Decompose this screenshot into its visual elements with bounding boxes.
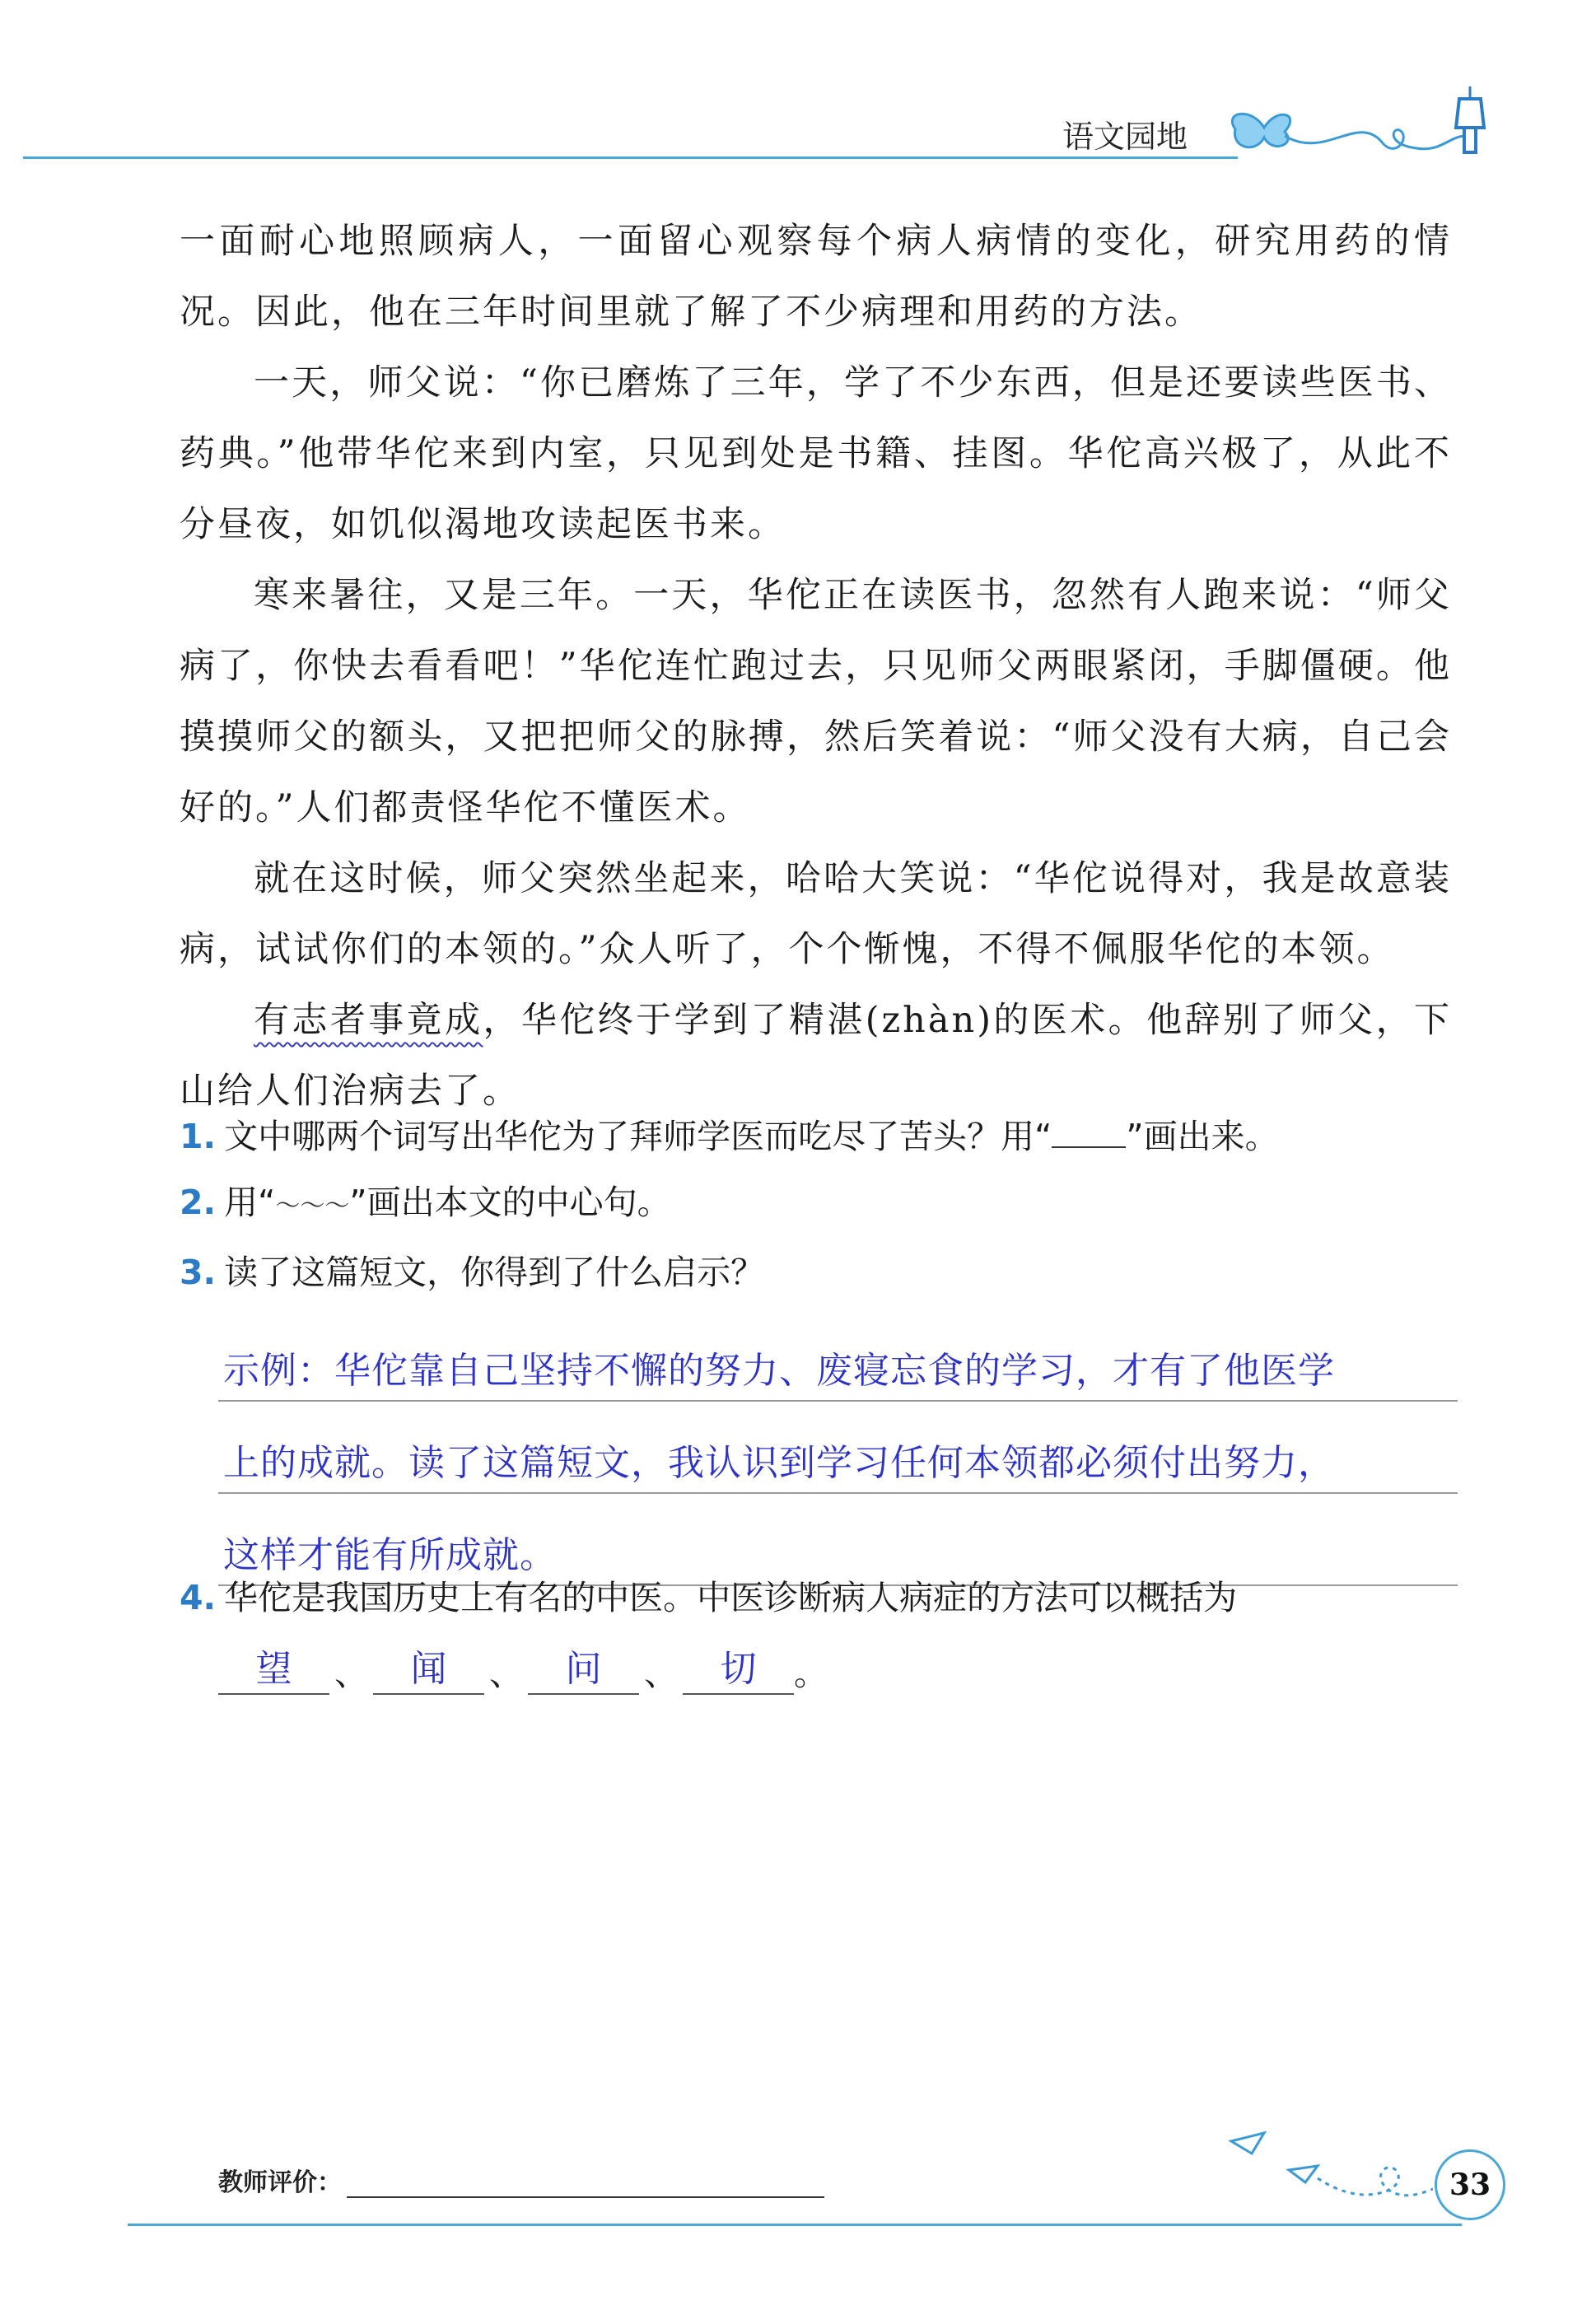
butterfly-lantern-decoration (1219, 78, 1499, 169)
period: 。 (794, 1654, 828, 1693)
question-text: 华佗是我国历史上有名的中医。中医诊断病人病症的方法可以概括为 (224, 1578, 1238, 1617)
separator: 、 (334, 1654, 368, 1693)
section-title: 语文园地 (1062, 119, 1188, 155)
answer-area (218, 1309, 1458, 1586)
question-text: 用“ (224, 1183, 276, 1222)
straight-line-symbol (1052, 1122, 1126, 1148)
separator: 、 (644, 1654, 678, 1693)
question-4-block (180, 1565, 1464, 1631)
footer-divider (128, 2224, 1462, 2226)
paper-plane-decoration (1227, 2116, 1433, 2215)
question-list (180, 1104, 1464, 1305)
fill-blank[interactable]: 闻 (373, 1639, 484, 1695)
fill-blank[interactable]: 望 (218, 1639, 329, 1695)
teacher-evaluation (218, 2162, 824, 2198)
wavy-line-symbol: ～～～ (275, 1192, 350, 1220)
story-paragraph: 一面耐心地照顾病人，一面留心观察每个病人病情的变化，研究用药的情况。因此，他在三年时间里就了解了不少病理和用药的方法。 (180, 221, 1452, 333)
question-4-blanks (218, 1639, 828, 1695)
question-1 (180, 1104, 1464, 1169)
question-number: 1. (180, 1117, 217, 1156)
question-text: 文中哪两个词写出华佗为了拜师学医而吃尽了苦头？用“ (224, 1117, 1052, 1156)
question-3 (180, 1239, 1464, 1305)
question-number: 3. (180, 1253, 217, 1292)
butterfly-icon (1232, 114, 1290, 147)
answer-line[interactable] (218, 1402, 1458, 1494)
story-paragraph: 就在这时候，师父突然坐起来，哈哈大笑说：“华佗说得对，我是故意装病，试试你们的本领的。”众人听了，个个惭愧，不得不佩服华佗的本领。 (180, 858, 1452, 970)
header-divider (23, 156, 1238, 159)
paper-plane-icon (1231, 2133, 1264, 2154)
final-paragraph-rest: ，华佗终于学到了精湛(zhàn)的医术。他辞别了师父，下山给人们治病去了。 (180, 1000, 1453, 1112)
question-text: ”画出本文的中心句。 (349, 1183, 671, 1222)
paper-plane-icon (1289, 2166, 1318, 2182)
answer-line[interactable] (218, 1309, 1458, 1402)
question-text: 读了这篇短文，你得到了什么启示？ (224, 1253, 765, 1292)
story-passage (180, 206, 1452, 1127)
question-4 (180, 1565, 1464, 1631)
story-paragraph: 寒来暑往，又是三年。一天，华佗正在读医书，忽然有人跑来说：“师父病了，你快去看看吧！”华佗连忙跑过去，只见师父两眼紧闭，手脚僵硬。他摸摸师父的额头，又把把师父的脉搏，然后笑着说：“师父没有大病，自己会好的。”人们都责怪华佗不懂医术。 (180, 575, 1452, 828)
answer-text: 这样才能有所成就。 (223, 1534, 557, 1576)
question-number: 2. (180, 1183, 217, 1222)
teacher-evaluation-field[interactable] (347, 2196, 824, 2198)
central-sentence-marked: 有志者事竟成 (254, 1000, 483, 1041)
story-paragraph: 一天，师父说：“你已磨炼了三年，学了不少东西，但是还要读些医书、药典。”他带华佗来到内室，只见到处是书籍、挂图。华佗高兴极了，从此不分昼夜，如饥似渴地攻读起医书来。 (180, 362, 1452, 545)
fill-blank[interactable]: 问 (528, 1639, 639, 1695)
question-text: ”画出来。 (1126, 1117, 1279, 1156)
question-2 (180, 1169, 1464, 1239)
teacher-evaluation-label: 教师评价： (218, 2168, 342, 2197)
answer-text: 示例：华佗靠自己坚持不懈的努力、废寝忘食的学习，才有了他医学 (223, 1350, 1335, 1392)
fill-blank[interactable]: 切 (683, 1639, 794, 1695)
question-number: 4. (180, 1578, 217, 1617)
lantern-icon (1456, 86, 1484, 152)
page-number: 33 (1435, 2149, 1505, 2220)
separator: 、 (489, 1654, 523, 1693)
answer-text: 上的成就。读了这篇短文，我认识到学习任何本领都必须付出努力， (223, 1442, 1335, 1484)
